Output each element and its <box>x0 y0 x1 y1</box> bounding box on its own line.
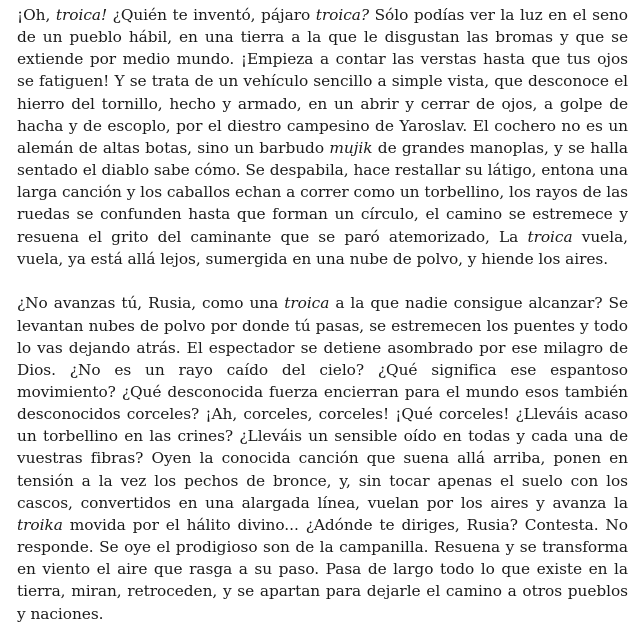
text-segment: ¿No avanzas tú, Rusia, como una <box>17 294 285 313</box>
italic-word: troica <box>527 227 573 246</box>
text-segment: a la que nadie consigue alcanzar? Se levantan nubes de polvo por donde tú pasas, se estremecen los puentes y todo lo vas dejando atrás. El espectador se detiene asombrado por ese milagro de Dios. ¿No es un rayo caído del cielo? ¿Qué significa ese espantoso movimiento? ¿Qué desconocida fuerza encierran para el mundo esos también desconocidos corceles? ¡Ah, corceles, corceles! ¡Qué corceles! ¿Lleváis acaso un torbellino en las crines? ¿Lleváis un sensible oído en todas y cada una de vuestras fibras? Oyen la conocida canción que suena allá arriba, ponen en tensión a la vez los pechos de bronce, y, sin tocar apenas el suelo con los cascos, convertidos en una alargada línea, vuelan por los aires y avanza la <box>17 294 628 512</box>
italic-word: troica! <box>55 6 108 24</box>
italic-word: troica? <box>315 6 370 24</box>
italic-word: troica <box>284 294 330 313</box>
italic-word: mujik <box>329 138 373 157</box>
text-segment: movida por el hálito divino... ¿Adónde te diriges, Rusia? Contesta. No responde. Se oye el prodigioso son de la campanilla. Resuena y se transforma en viento el aire que rasga a su paso. Pasa de largo todo lo que existe en la tierra, miran, retroceden, y se apartan para dejarle el camino a otros pueblos y naciones. <box>17 515 628 623</box>
text-segment: ¡Oh, <box>17 6 56 24</box>
text-segment: ¿Quién te inventó, pájaro <box>107 6 316 24</box>
paragraph-2 <box>17 292 628 624</box>
text-segment: de grandes manoplas, y se halla sentado el diablo sabe cómo. Se despabila, hace restallar su látigo, entona una larga canción y los caballos echan a correr como un torbellino, los rayos de las ruedas se confunden hasta que forman un círculo, el camino se estremece y resuena el grito del caminante que se paró atemorizado, La <box>17 138 628 246</box>
text-segment: vuela, vuela, ya está allá lejos, sumergida en una nube de polvo, y hiende los aires. <box>17 227 628 268</box>
text-segment: Sólo podías ver la luz en el seno de un pueblo hábil, en una tierra a la que le disgustan las bromas y que se extiende por medio mundo. ¡Empieza a contar las verstas hasta que tus ojos se fatiguen! Y se trata de un vehículo sencillo a simple vista, que desconoce el hierro del tornillo, hecho y armado, en un abrir y cerrar de ojos, a golpe de hacha y de escoplo, por el diestro campesino de Yaroslav. El cochero no es un alemán de altas botas, sino un barbudo <box>17 6 628 157</box>
italic-word: troika <box>17 515 63 534</box>
paragraph-1 <box>17 4 628 270</box>
